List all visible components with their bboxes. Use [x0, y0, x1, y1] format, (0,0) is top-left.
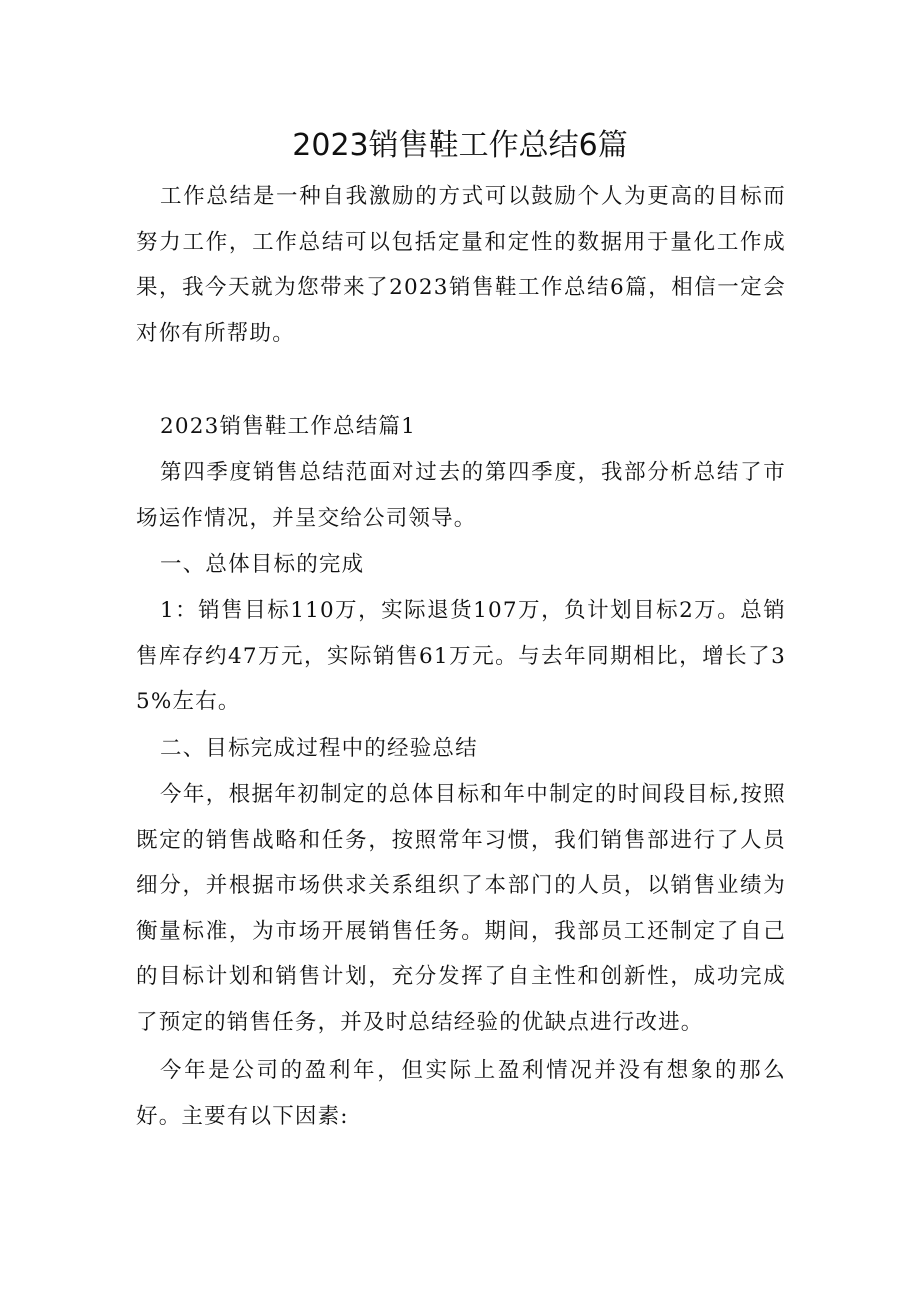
section-subtitle: 2023销售鞋工作总结篇1	[160, 414, 416, 439]
body-paragraph: 今年是公司的盈利年，但实际上盈利情况并没有想象的那么好。主要有以下因素:	[136, 1058, 786, 1129]
section-heading-1: 一、总体目标的完成	[160, 552, 365, 577]
intro-paragraph: 工作总结是一种自我激励的方式可以鼓励个人为更高的目标而努力工作，工作总结可以包括定量和定性的数据用于量化工作成果，我今天就为您带来了2023销售鞋工作总结6篇，相信一定会对你有所帮助。	[136, 184, 786, 346]
body-paragraph: 今年，根据年初制定的总体目标和年中制定的时间段目标,按照既定的销售战略和任务，按照常年习惯，我们销售部进行了人员细分，并根据市场供求关系组织了本部门的人员，以销售业绩为衡量标准，为市场开展销售任务。期间，我部员工还制定了自己的目标计划和销售计划，充分发挥了自主性和创新性，成功完成了预定的销售任务，并及时总结经验的优缺点进行改进。	[136, 782, 786, 1035]
document-title: 2023销售鞋工作总结6篇	[292, 128, 628, 163]
section-heading-2: 二、目标完成过程中的经验总结	[160, 736, 478, 761]
body-paragraph: 第四季度销售总结范面对过去的第四季度，我部分析总结了市场运作情况，并呈交给公司领导。	[136, 460, 786, 531]
body-paragraph: 1：销售目标110万，实际退货107万，负计划目标2万。总销售库存约47万元，实际销售61万元。与去年同期相比，增长了35%左右。	[136, 598, 786, 714]
